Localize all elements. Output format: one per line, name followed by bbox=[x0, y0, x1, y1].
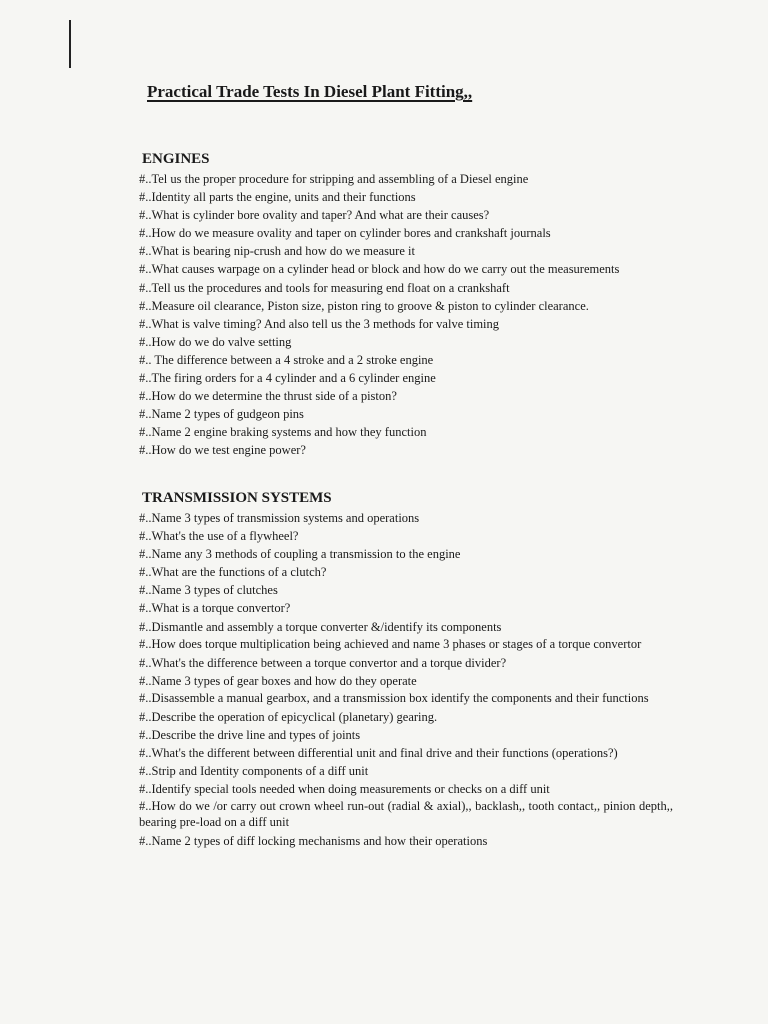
list-item: #..How do we /or carry out crown wheel run-out (radial & axial),, backlash,, tooth contact,, pinion depth,, bearing pre-load on a diff unit bbox=[139, 799, 673, 830]
list-item: #..Identity all parts the engine, units and their functions bbox=[139, 190, 416, 205]
list-item: #.. The difference between a 4 stroke and a 2 stroke engine bbox=[139, 352, 434, 367]
list-item: #..What are the functions of a clutch? bbox=[139, 565, 327, 580]
list-item: #..Strip and Identity components of a diff unit bbox=[139, 764, 369, 779]
list-item: #..What is valve timing? And also tell us the 3 methods for valve timing bbox=[139, 316, 500, 331]
list-item: #..What is bearing nip-crush and how do we measure it bbox=[139, 244, 415, 259]
engines-question-list bbox=[139, 170, 699, 460]
document-title: Practical Trade Tests In Diesel Plant Fitting,, bbox=[147, 82, 473, 101]
section-transmission-systems bbox=[139, 489, 699, 850]
section-heading-transmission: TRANSMISSION SYSTEMS bbox=[142, 490, 332, 506]
list-item: #..Describe the drive line and types of joints bbox=[139, 727, 361, 742]
list-item: #..Dismantle and assembly a torque converter &/identify its components bbox=[139, 619, 502, 634]
list-item: #..How do we do valve setting bbox=[139, 334, 292, 349]
list-item: #..How do we measure ovality and taper on cylinder bores and crankshaft journals bbox=[139, 226, 551, 241]
list-item: #..The firing orders for a 4 cylinder and a 6 cylinder engine bbox=[139, 371, 436, 386]
list-item: #..Name 2 types of gudgeon pins bbox=[139, 407, 304, 422]
list-item: #..What's the difference between a torque convertor and a torque divider? bbox=[139, 655, 507, 670]
list-item: #..What causes warpage on a cylinder head or block and how do we carry out the measurements bbox=[139, 262, 620, 277]
list-item: #..Tell us the procedures and tools for measuring end float on a crankshaft bbox=[139, 280, 510, 295]
list-item: #..Name 3 types of clutches bbox=[139, 583, 278, 598]
list-item: #..What's the different between differential unit and final drive and their functions (operations?) bbox=[139, 746, 618, 761]
list-item: #..Identify special tools needed when doing measurements or checks on a diff unit bbox=[139, 782, 550, 797]
transmission-question-list bbox=[139, 509, 699, 850]
list-item: #..Describe the operation of epicyclical (planetary) gearing. bbox=[139, 709, 438, 724]
section-engines bbox=[139, 150, 699, 460]
list-item: #..Measure oil clearance, Piston size, piston ring to groove & piston to cylinder clearance. bbox=[139, 298, 589, 313]
list-item: #..What's the use of a flywheel? bbox=[139, 529, 299, 544]
list-item: #..How do we test engine power? bbox=[139, 443, 306, 458]
list-item: #..What is a torque convertor? bbox=[139, 601, 291, 616]
list-item: #..Name 2 engine braking systems and how they function bbox=[139, 425, 427, 440]
margin-mark bbox=[69, 20, 71, 68]
list-item: #..How does torque multiplication being achieved and name 3 phases or stages of a torque convertor bbox=[139, 636, 642, 651]
list-item: #..What is cylinder bore ovality and taper? And what are their causes? bbox=[139, 208, 490, 223]
list-item: #..Name 2 types of diff locking mechanisms and how their operations bbox=[139, 834, 488, 849]
list-item: #..Name 3 types of transmission systems and operations bbox=[139, 511, 420, 525]
list-item: #..Disassemble a manual gearbox, and a transmission box identify the components and their functions bbox=[139, 690, 649, 705]
list-item: #..How do we determine the thrust side of a piston? bbox=[139, 389, 397, 404]
list-item: #..Tel us the proper procedure for stripping and assembling of a Diesel engine bbox=[139, 172, 529, 186]
list-item: #..Name 3 types of gear boxes and how do they operate bbox=[139, 673, 417, 688]
section-heading-engines: ENGINES bbox=[142, 151, 210, 167]
list-item: #..Name any 3 methods of coupling a transmission to the engine bbox=[139, 547, 461, 562]
